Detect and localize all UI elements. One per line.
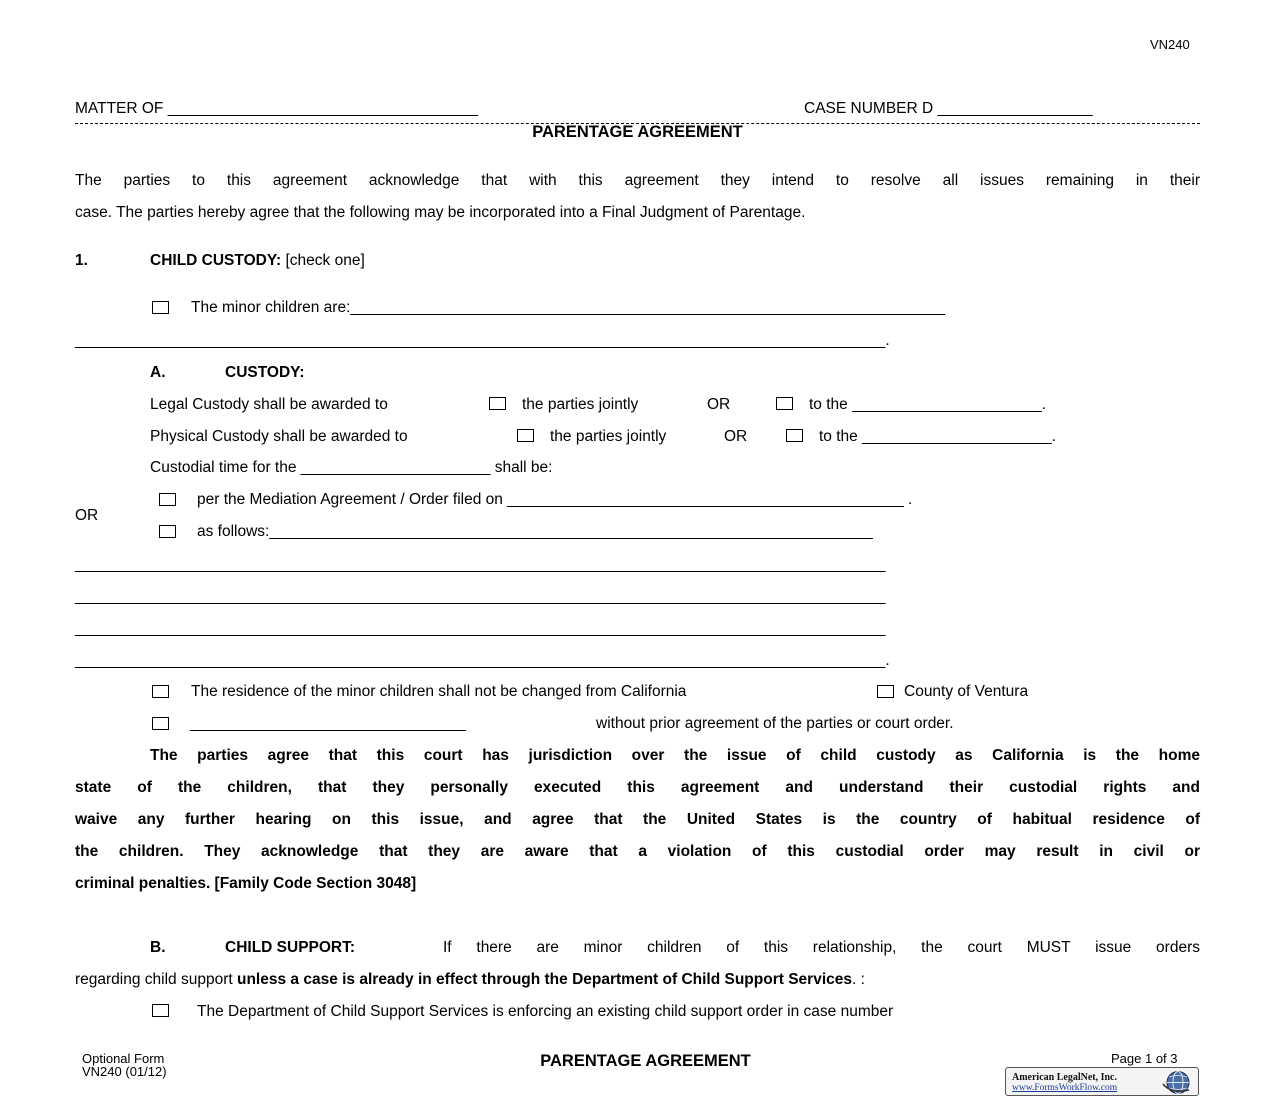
logo-company-name: American LegalNet, Inc. <box>1012 1072 1117 1083</box>
physical-jointly-label: the parties jointly <box>550 428 667 445</box>
jurisdiction-line-2: state of the children, that they personally executed this agreement and understand their custodial rights and <box>75 779 1200 796</box>
dcss-exception-text: unless a case is already in effect through the Department of Child Support Services <box>237 971 852 988</box>
jurisdiction-line-1: The parties agree that this court has jurisdiction over the issue of child custody as California is the home <box>150 747 1200 764</box>
globe-icon <box>1161 1070 1195 1095</box>
logo-url: www.FormsWorkFlow.com <box>1012 1083 1118 1093</box>
custodial-time-line: Custodial time for the ______________________ shall be: <box>150 459 553 476</box>
dcss-option-line: The Department of Child Support Services is enforcing an existing child support order in case number <box>197 1003 894 1020</box>
legal-jointly-checkbox[interactable] <box>489 397 506 410</box>
residence-checkbox[interactable] <box>152 685 169 698</box>
section-1-number: 1. <box>75 252 88 269</box>
dcss-checkbox[interactable] <box>152 1004 169 1017</box>
intro-line-2: case. The parties hereby agree that the following may be incorporated into a Final Judgment of Parentage. <box>75 204 806 221</box>
legal-custody-label: Legal Custody shall be awarded to <box>150 396 388 413</box>
subsection-b-letter: B. <box>150 939 166 956</box>
physical-to-checkbox[interactable] <box>786 429 803 442</box>
physical-custody-label: Physical Custody shall be awarded to <box>150 428 408 445</box>
jurisdiction-line-4: the children. They acknowledge that they are aware that a violation of this custodial order may result in civil or <box>75 843 1200 860</box>
page-number: Page 1 of 3 <box>1111 1051 1178 1066</box>
case-number-field: CASE NUMBER D __________________ <box>804 100 1093 117</box>
legal-or-label: OR <box>707 396 731 413</box>
physical-to-field: to the ______________________. <box>819 428 1057 445</box>
jurisdiction-line-3: waive any further hearing on this issue, and agree that the United States is the country of habitual residence of <box>75 811 1200 828</box>
legal-to-checkbox[interactable] <box>776 397 793 410</box>
footer-title: PARENTAGE AGREEMENT <box>540 1052 751 1070</box>
county-label: County of Ventura <box>904 683 1029 700</box>
child-custody-heading: CHILD CUSTODY: <box>150 252 282 269</box>
form-revision: VN240 (01/12) <box>82 1064 167 1079</box>
minor-children-line: The minor children are:_____________________________________________________________________ <box>191 299 946 316</box>
blank-line: ______________________________________________________________________________________________ <box>75 620 886 637</box>
child-support-text: regarding child support <box>75 971 233 988</box>
intro-line-1: The parties to this agreement acknowledge that with this agreement they intend to resolve all issues remaining in their <box>75 172 1200 189</box>
child-support-heading: CHILD SUPPORT: <box>225 939 356 956</box>
mediation-checkbox[interactable] <box>159 493 176 506</box>
matter-of-field: MATTER OF ____________________________________ <box>75 100 479 117</box>
child-support-line-2 <box>75 972 865 988</box>
as-follows-checkbox[interactable] <box>159 525 176 538</box>
blank-line: ______________________________________________________________________________________________ <box>75 556 886 573</box>
subsection-a-letter: A. <box>150 364 166 381</box>
minor-children-checkbox[interactable] <box>152 301 169 314</box>
mediation-line: per the Mediation Agreement / Order filed on ______________________________________________ . <box>197 491 913 508</box>
without-prior-agreement: without prior agreement of the parties or court order. <box>596 715 954 732</box>
physical-jointly-checkbox[interactable] <box>517 429 534 442</box>
as-follows-line: as follows:______________________________________________________________________ <box>197 523 873 540</box>
optional-form-label: Optional Form <box>82 1051 165 1066</box>
physical-or-label: OR <box>724 428 748 445</box>
blank-line: ______________________________________________________________________________________________ <box>75 588 886 605</box>
jurisdiction-line-5: criminal penalties. [Family Code Section 3048] <box>75 875 417 892</box>
child-support-end: . : <box>852 971 865 988</box>
minor-children-continuation: ______________________________________________________________________________________________. <box>75 332 890 349</box>
american-legalnet-logo[interactable] <box>1005 1067 1199 1096</box>
form-code: VN240 <box>1150 37 1190 52</box>
child-support-line-1: If there are minor children of this relationship, the court MUST issue orders <box>443 939 1200 956</box>
or-label: OR <box>75 507 99 524</box>
residence-line: The residence of the minor children shall not be changed from California <box>191 683 687 700</box>
blank-line: ______________________________________________________________________________________________. <box>75 652 890 669</box>
county-checkbox[interactable] <box>877 685 894 698</box>
legal-to-field: to the ______________________. <box>809 396 1047 413</box>
other-place-field: ________________________________ <box>190 715 466 732</box>
section-1-heading <box>150 253 365 269</box>
custody-heading: CUSTODY: <box>225 364 305 381</box>
check-one-note: [check one] <box>285 252 365 269</box>
page-title: PARENTAGE AGREEMENT <box>532 123 743 141</box>
other-place-checkbox[interactable] <box>152 717 169 730</box>
legal-jointly-label: the parties jointly <box>522 396 639 413</box>
